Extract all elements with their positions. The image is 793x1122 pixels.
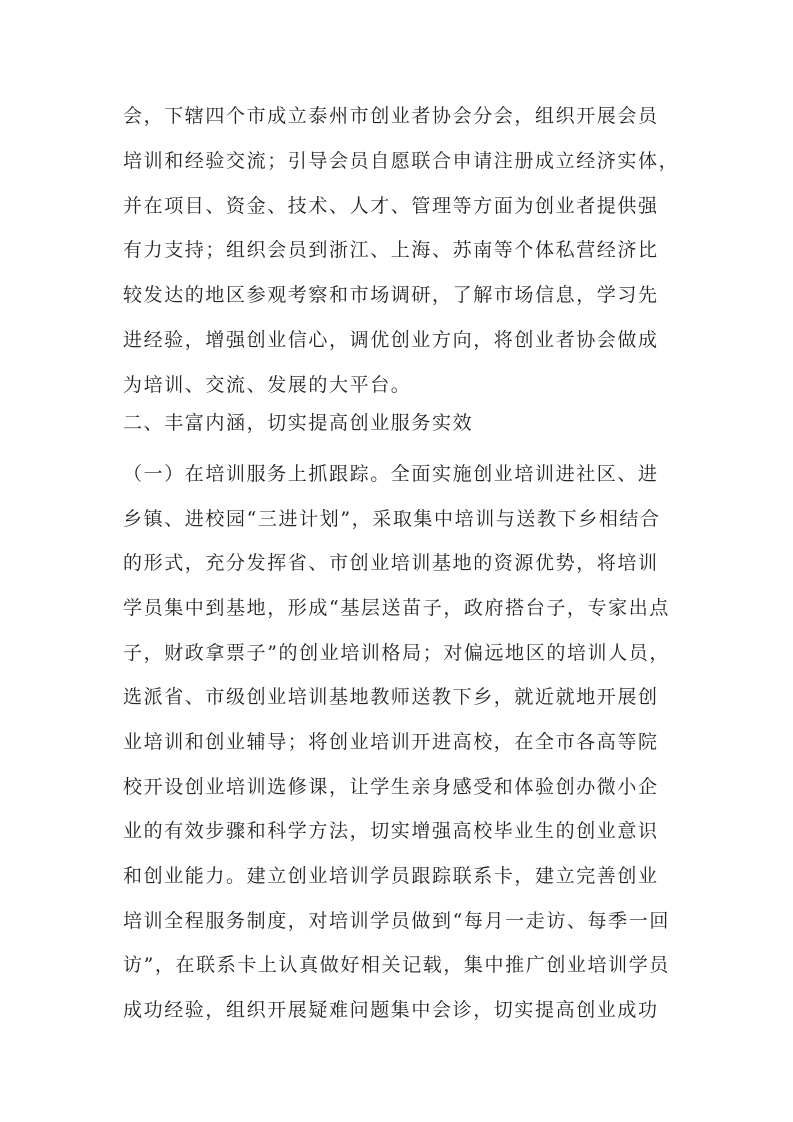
- paragraph-line: 子，财政拿票子”的创业培训格局；对偏远地区的培训人员，: [123, 642, 670, 664]
- paragraph-line: 成功经验，组织开展疑难问题集中会诊，切实提高创业成功: [123, 999, 659, 1021]
- paragraph-line: 和创业能力。建立创业培训学员跟踪联系卡，建立完善创业: [123, 865, 659, 887]
- paragraph-line: 乡镇、进校园“三进计划”，采取集中培训与送教下乡相结合: [123, 508, 661, 530]
- paragraph-line: 选派省、市级创业培训基地教师送教下乡，就近就地开展创: [123, 686, 659, 708]
- section-heading: 二、丰富内涵，切实提高创业服务实效: [123, 412, 474, 434]
- paragraph-line: （一）在培训服务上抓跟踪。全面实施创业培训进社区、进: [123, 463, 659, 485]
- paragraph-line: 访”，在联系卡上认真做好相关记载，集中推广创业培训学员: [123, 954, 670, 976]
- paragraph-line: 会，下辖四个市成立泰州市创业者协会分会，组织开展会员: [123, 105, 659, 127]
- paragraph-line: 的形式，充分发挥省、市创业培训基地的资源优势，将培训: [123, 552, 659, 574]
- paragraph-line: 校开设创业培训选修课，让学生亲身感受和体验创办微小企: [123, 776, 659, 798]
- paragraph-line: 学员集中到基地，形成“基层送苗子，政府搭台子，专家出点: [123, 597, 670, 619]
- paragraph-line: 有力支持；组织会员到浙江、上海、苏南等个体私营经济比: [123, 239, 659, 261]
- paragraph-line: 较发达的地区参观考察和市场调研，了解市场信息，学习先: [123, 284, 659, 306]
- paragraph-line: 业培训和创业辅导；将创业培训开进高校，在全市各高等院: [123, 731, 659, 753]
- paragraph-line: 并在项目、资金、技术、人才、管理等方面为创业者提供强: [123, 195, 659, 217]
- paragraph-line: 进经验，增强创业信心，调优创业方向，将创业者协会做成: [123, 329, 659, 351]
- paragraph-line: 业的有效步骤和科学方法，切实增强高校毕业生的创业意识: [123, 820, 659, 842]
- paragraph-line: 培训和经验交流；引导会员自愿联合申请注册成立经济实体，: [123, 150, 680, 172]
- paragraph-line: 为培训、交流、发展的大平台。: [123, 374, 412, 396]
- paragraph-line: 培训全程服务制度，对培训学员做到“每月一走访、每季一回: [123, 910, 670, 932]
